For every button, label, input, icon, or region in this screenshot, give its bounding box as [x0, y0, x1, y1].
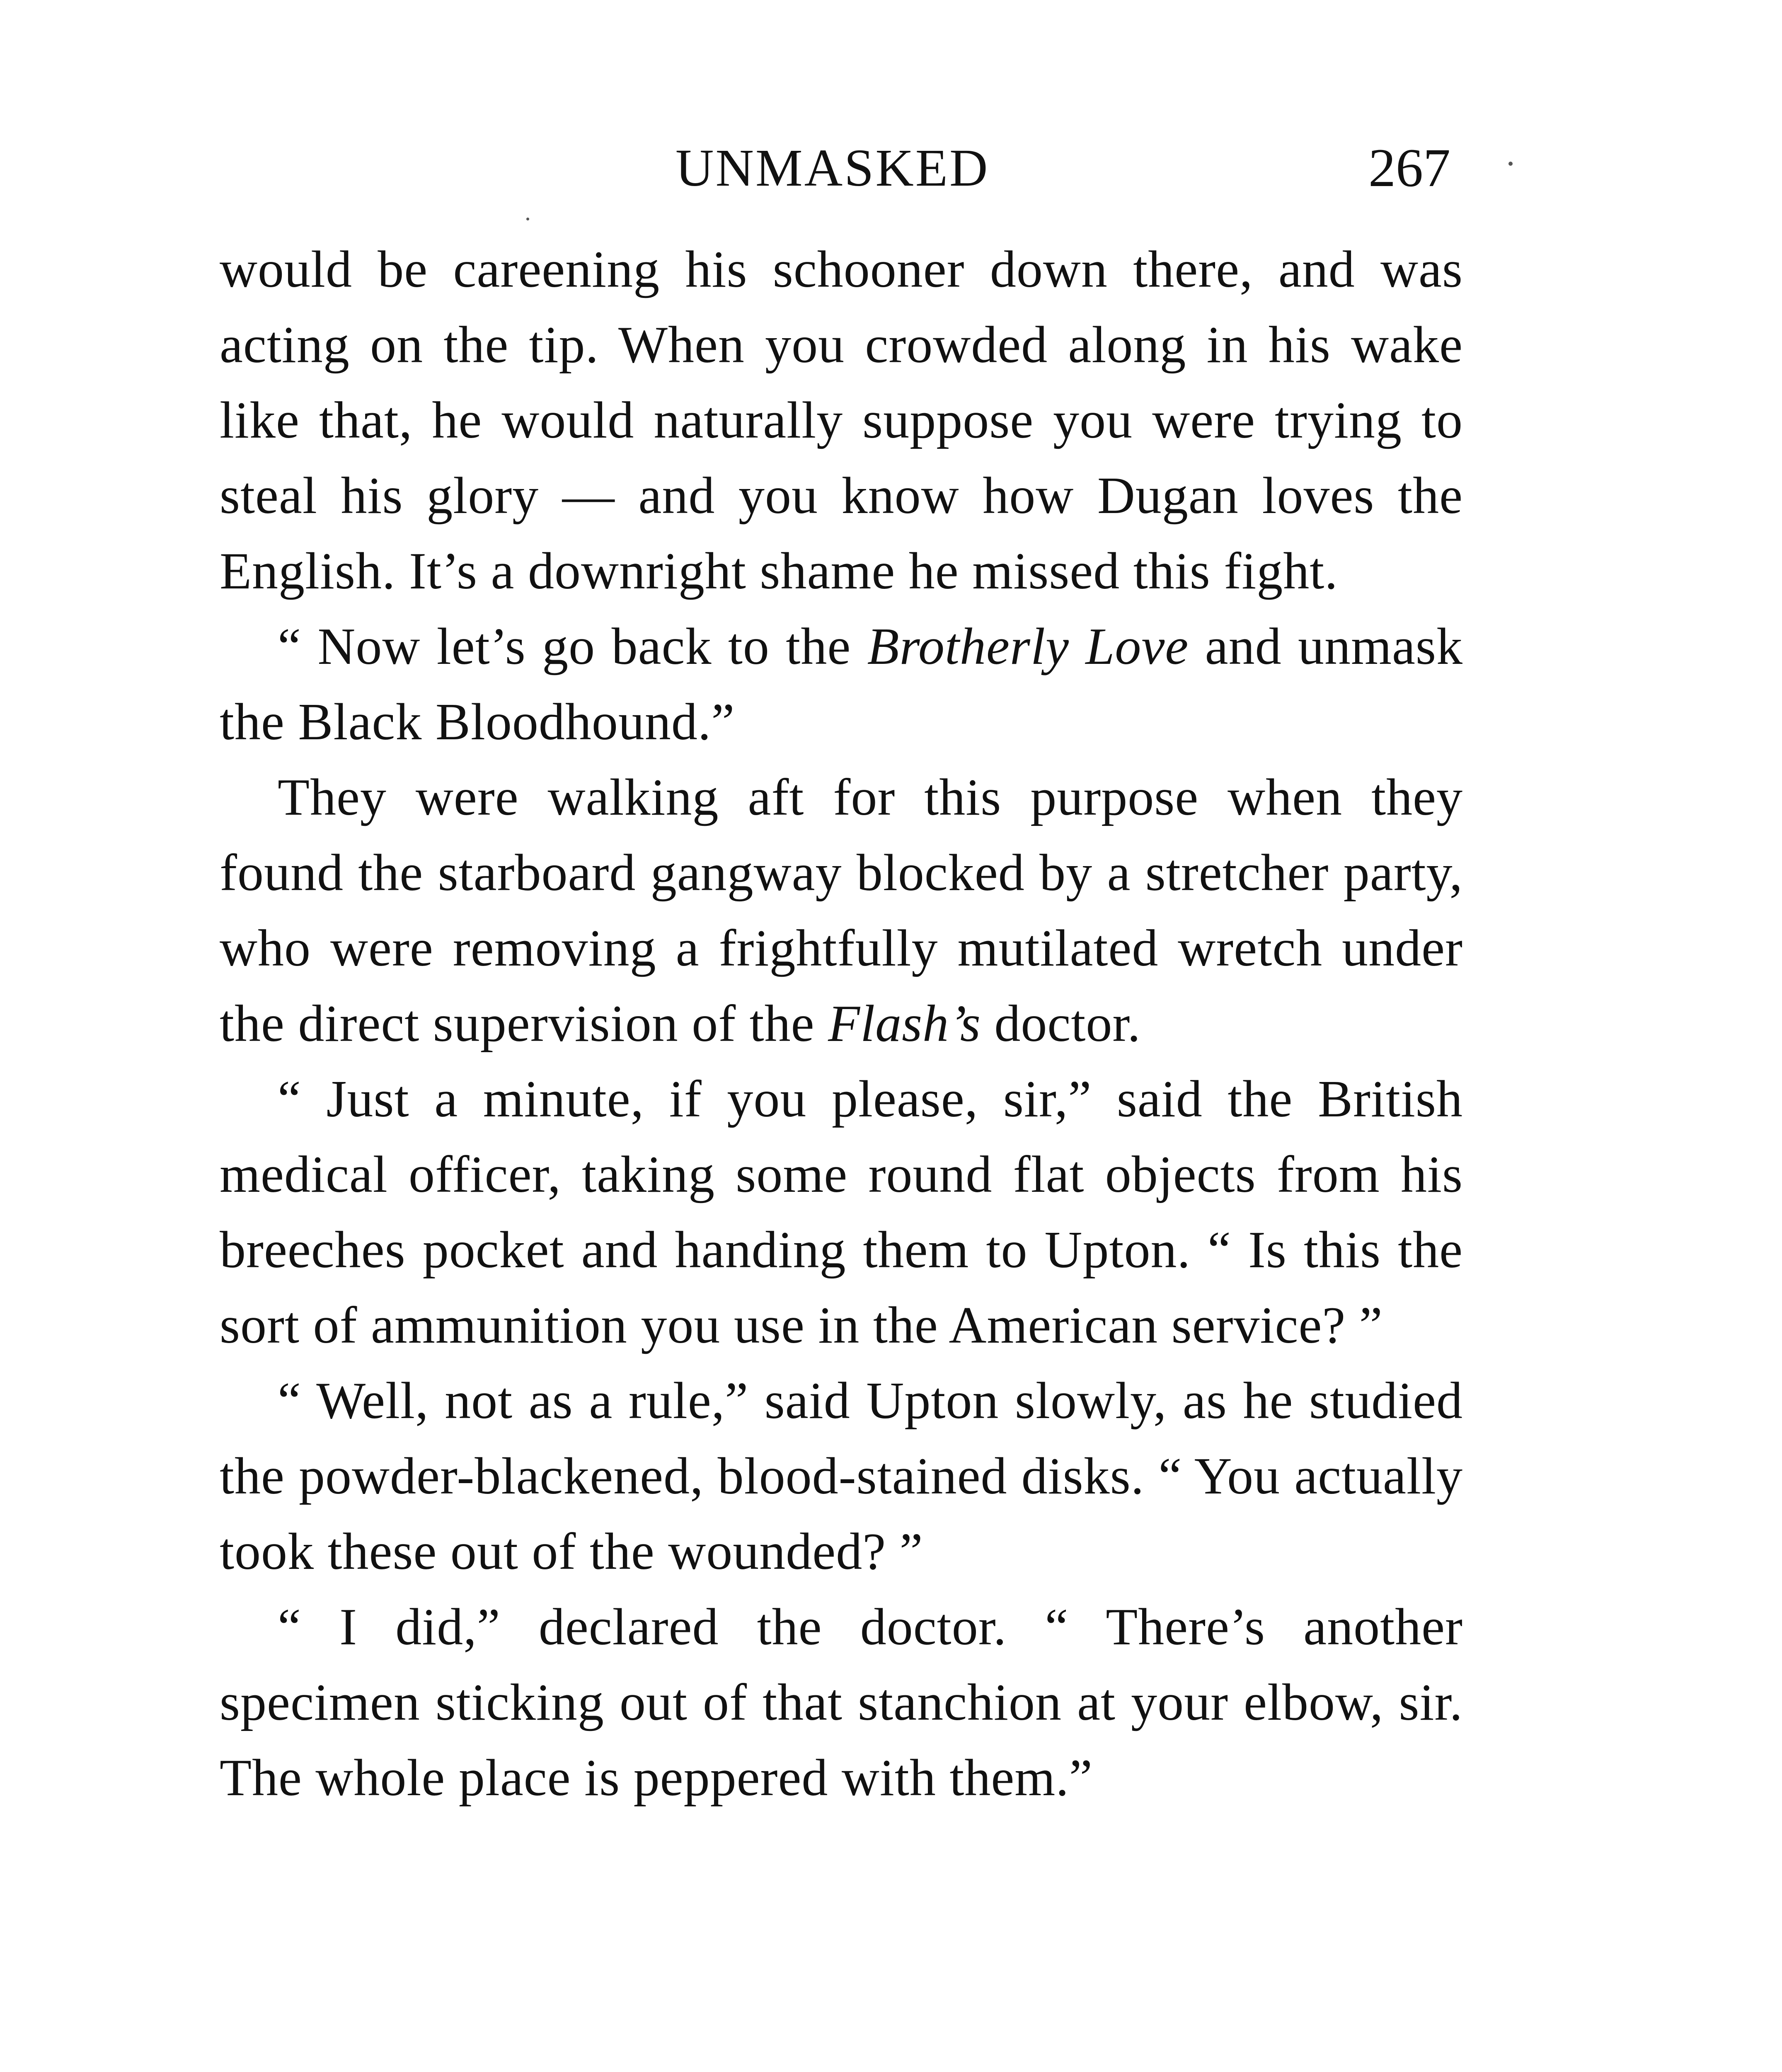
text-run: “ Well, not as a rule,” said Upton slowly, as he studied the powder-blackened, blood-stained disks. “ You actually took these out of the wounded? ”: [220, 1372, 1463, 1581]
paragraph: [220, 232, 1463, 609]
paragraph: [220, 1062, 1463, 1363]
print-speck: [1508, 162, 1513, 166]
italic-title: Brotherly Love: [867, 618, 1189, 675]
page-number: 267: [1368, 137, 1450, 198]
text-run: and unmask the Black Bloodhound.”: [220, 618, 1463, 751]
running-title: UNMASKED: [676, 138, 990, 197]
text-run: “ Now let’s go back to the: [278, 618, 867, 675]
text-run: “ Just a minute, if you please, sir,” said the British medical officer, taking some round flat objects from his breeches pocket and handing them to Upton. “ Is this the sort of ammunition you use in the American service? ”: [220, 1070, 1463, 1354]
text-run: “ I did,” declared the doctor. “ There’s another specimen sticking out of that stanchion at your elbow, sir. The whole place is peppered with them.”: [220, 1598, 1463, 1807]
text-run: would be careening his schooner down there, and was acting on the tip. When you crowded along in his wake like that, he would naturally suppose you were trying to steal his glory — and you know how Dugan loves the English. It’s a downright shame he missed this fight.: [220, 241, 1463, 600]
paragraph: [220, 760, 1463, 1062]
text-run: They were walking aft for this purpose when they found the starboard gangway blocked by a stretcher party, who were removing a frightfully mutilated wretch under the direct supervision of the: [220, 769, 1463, 1053]
italic-title: Flash’s: [828, 995, 981, 1053]
paragraph: [220, 609, 1463, 760]
paragraph: [220, 1590, 1463, 1816]
running-head: [224, 137, 1467, 211]
print-speck: [526, 218, 529, 220]
body-text: [220, 232, 1463, 1816]
paragraph: [220, 1363, 1463, 1590]
text-run: doctor.: [981, 995, 1141, 1053]
